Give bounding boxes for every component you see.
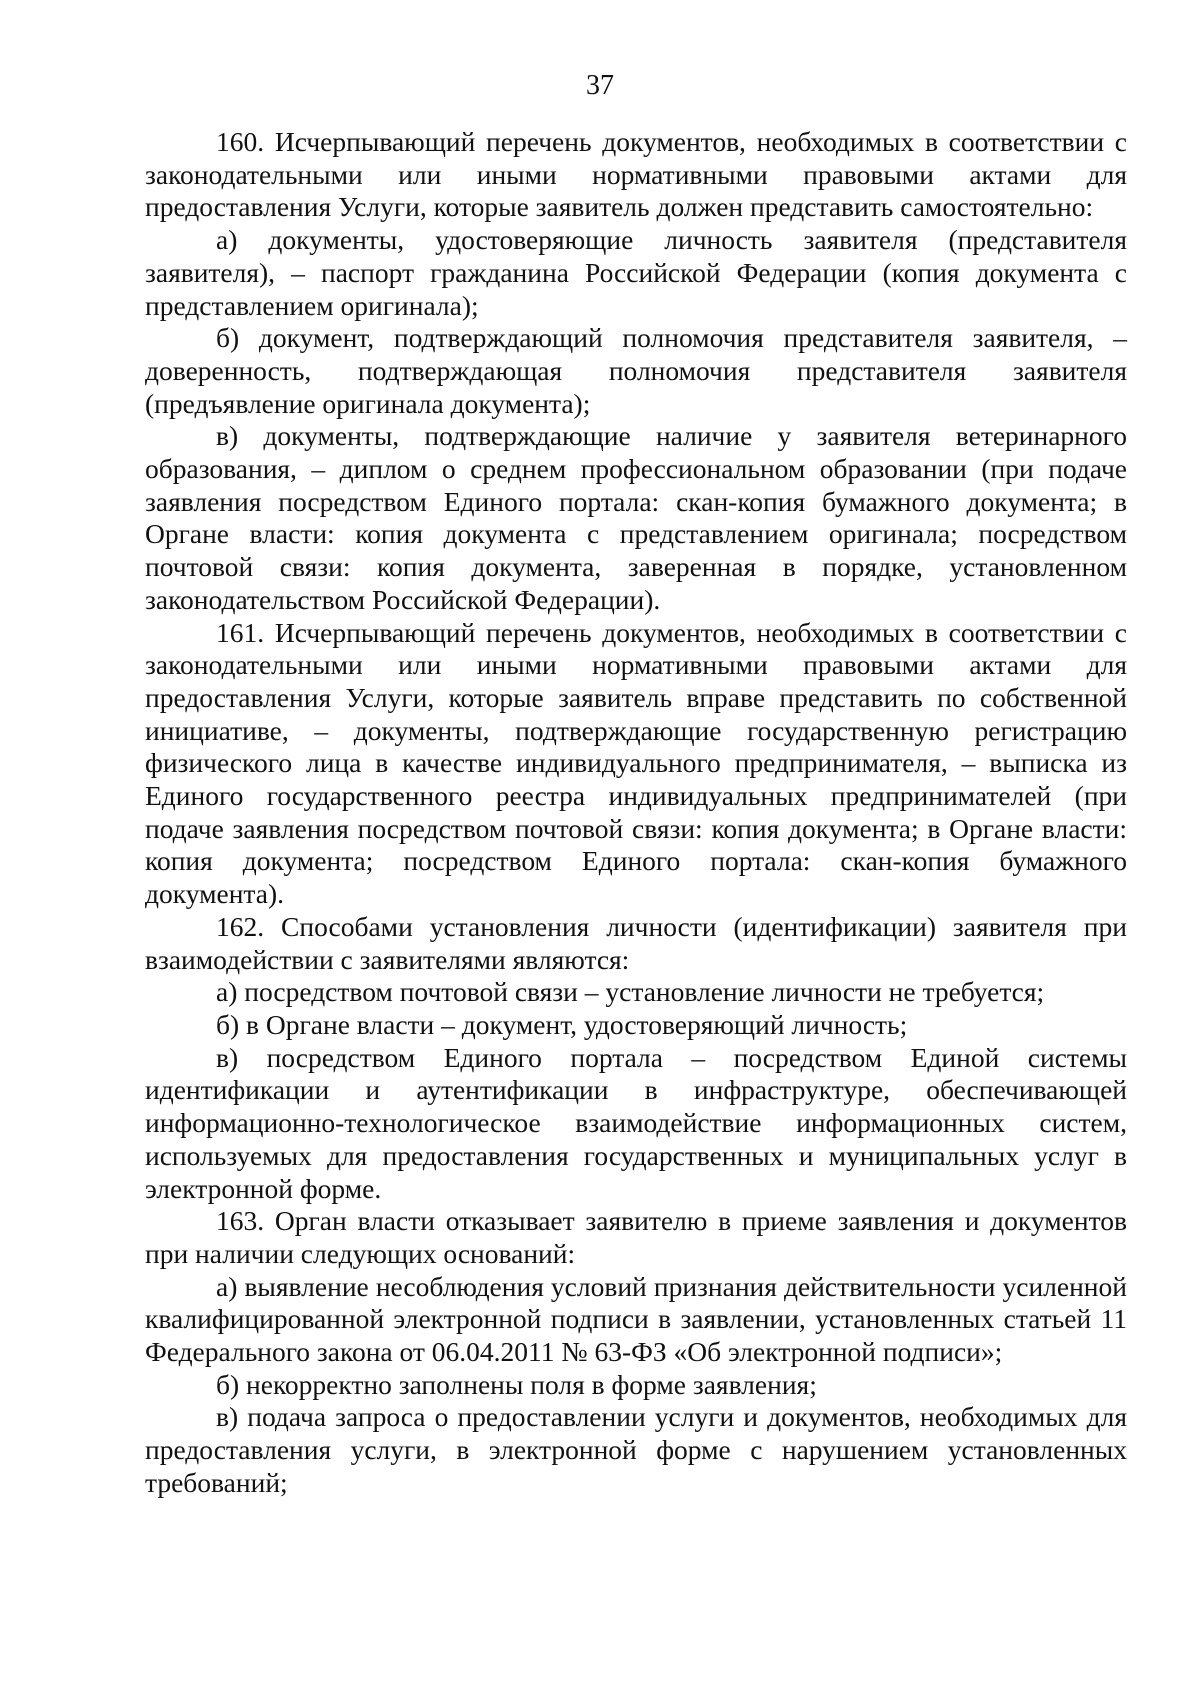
paragraph-161: 161. Исчерпывающий перечень документов, необходимых в соответствии с законодательными или иными нормативными правовыми актами для предоставления Услуги, которые заявитель вправе представить по собственной инициативе, – документы, подтверждающие государственную регистрацию физического лица в качестве индивидуального предпринимателя, – выписка из Единого государственного реестра индивидуальных предпринимателей (при подаче заявления посредством почтовой связи: копия документа; в Органе власти: копия документа; посредством Единого портала: скан-копия бумажного документа). [145,616,1127,910]
paragraph-160-a: а) документы, удостоверяющие личность заявителя (представителя заявителя), – паспорт гражданина Российской Федерации (копия документа с представлением оригинала); [145,224,1127,321]
paragraph-162-a: а) посредством почтовой связи – установление личности не требуется; [216,976,1045,1008]
page-number: 37 [586,70,614,101]
document-body [145,126,1127,1500]
paragraph-160-v: в) документы, подтверждающие наличие у заявителя ветеринарного образования, – диплом о среднем профессиональном образовании (при подаче заявления посредством Единого портала: скан-копия бумажного документа; в Органе власти: копия документа с представлением оригинала; посредством почтовой связи: копия документа, заверенная в порядке, установленном законодательством Российской Федерации). [145,420,1127,615]
paragraph-163-b: б) некорректно заполнены поля в форме заявления; [216,1368,817,1400]
paragraph-160-b: б) документ, подтверждающий полномочия представителя заявителя, – доверенность, подтверждающая полномочия представителя заявителя (предъявление оригинала документа); [145,322,1127,419]
paragraph-163: 163. Орган власти отказывает заявителю в приеме заявления и документов при наличии следующих оснований: [145,1205,1127,1269]
paragraph-162-v: в) посредством Единого портала – посредством Единой системы идентификации и аутентификации в инфраструктуре, обеспечивающей информационно-технологическое взаимодействие информационных систем, используемых для предоставления государственных и муниципальных услуг в электронной форме. [145,1041,1127,1204]
paragraph-160: 160. Исчерпывающий перечень документов, необходимых в соответствии с законодательными или иными нормативными правовыми актами для предоставления Услуги, которые заявитель должен представить самостоятельно: [145,126,1127,223]
paragraph-163-v: в) подача запроса о предоставлении услуги и документов, необходимых для предоставления услуги, в электронной форме с нарушением установленных требований; [145,1401,1127,1498]
paragraph-163-a: а) выявление несоблюдения условий признания действительности усиленной квалифицированной электронной подписи в заявлении, установленных статьей 11 Федерального закона от 06.04.2011 № 63-ФЗ «Об электронной подписи»; [145,1270,1127,1368]
paragraph-162: 162. Способами установления личности (идентификации) заявителя при взаимодействии с заявителями являются: [145,910,1127,975]
paragraph-162-b: б) в Органе власти – документ, удостоверяющий личность; [216,1008,908,1040]
